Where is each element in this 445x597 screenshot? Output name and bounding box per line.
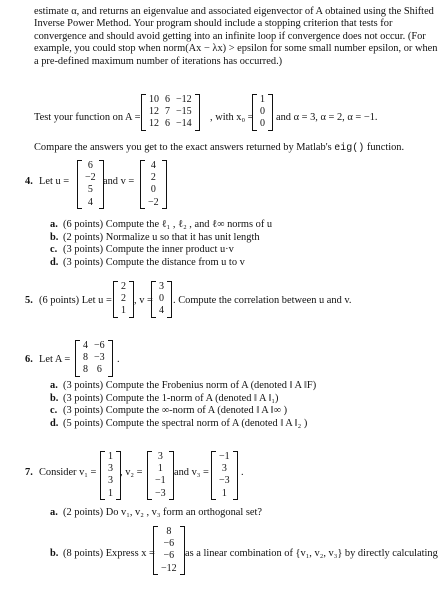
q4-and-v: and v =: [103, 176, 135, 187]
matrix-entry: 3: [157, 451, 163, 462]
matrix-entry: 0: [150, 184, 156, 196]
matrix-entry: −3: [155, 487, 166, 499]
q6-part-d: d. (5 points) Compute the spectral norm of A (denoted ‖ A ‖₂ ): [50, 417, 308, 429]
matrix-a-3x3: [141, 94, 200, 131]
intro-line: estimate α, and returns an eigenvalue and associated eigenvector of A obtained using the Shifted: [34, 6, 434, 17]
matrix-entry: 4: [159, 305, 164, 317]
matrix-entry: 0: [260, 118, 265, 130]
matrix-entry: −2: [148, 196, 159, 208]
q7-vector-v1: [100, 451, 121, 500]
matrix-entry: −6: [94, 340, 105, 351]
matrix-entry: −1: [155, 475, 166, 487]
q6-let-a: Let A =: [39, 354, 71, 365]
matrix-entry: 1: [108, 451, 113, 462]
q5-v-label: , v =: [134, 295, 153, 306]
intro-line: a pre-defined maximum number of iterations has occurred.): [34, 55, 283, 67]
q7-part-b: b. (8 points) Express x =: [50, 548, 155, 559]
matrix-entry: 5: [87, 184, 93, 196]
matrix-entry: 6: [87, 160, 93, 171]
vector-x0: [252, 94, 273, 131]
matrix-entry: 3: [108, 475, 113, 487]
matrix-entry: −14: [176, 118, 192, 130]
q4-vector-u: [77, 160, 104, 209]
q7-vector-v2: [147, 451, 174, 500]
test-prefix: Test your function on A =: [34, 112, 141, 123]
test-with: , with x₀ =: [210, 112, 254, 123]
compare-code: eig(): [334, 143, 365, 154]
q4-number: 4.: [25, 176, 33, 187]
matrix-entry: −12: [176, 94, 192, 105]
q5-tail: . Compute the correlation between u and v.: [173, 295, 352, 306]
matrix-entry: 2: [121, 281, 126, 292]
q7-vector-v3: [211, 451, 238, 500]
q5-vector-v: [151, 281, 172, 318]
q4-parts: [50, 219, 272, 269]
matrix-entry: 2: [150, 172, 156, 184]
matrix-entry: 7: [165, 106, 170, 118]
matrix-entry: 0: [260, 106, 265, 118]
q7-number: 7.: [25, 467, 33, 478]
matrix-entry: 1: [157, 463, 163, 475]
matrix-entry: 6: [96, 364, 102, 376]
q7-consider: Consider v₁ =: [39, 467, 97, 478]
q6-period: .: [117, 354, 120, 365]
matrix-entry: 10: [149, 94, 159, 105]
intro-line: example, you could stop when norm(Ax − λx) > epsilon for some small number epsilon, or when: [34, 43, 438, 55]
q4-part-d: d. (3 points) Compute the distance from u to v: [50, 256, 245, 268]
intro-line: convergence and should avoid getting into an infinite loop if convergence does not occur. (For: [34, 30, 426, 42]
matrix-entry: 6: [165, 118, 170, 130]
matrix-entry: 1: [260, 94, 265, 105]
q5-vector-u: [113, 281, 134, 318]
q6-part-a: a. (3 points) Compute the Frobenius norm of A (denoted ‖ A ‖F): [50, 380, 317, 391]
matrix-entry: 4: [87, 196, 93, 208]
q7-period: .: [241, 467, 244, 478]
q7-vector-x: [153, 526, 185, 575]
matrix-entry: 1: [108, 487, 113, 499]
matrix-entry: 2: [121, 293, 126, 305]
matrix-entry: 3: [159, 281, 164, 292]
q4-part-b: b. (2 points) Normalize u so that it has unit length: [50, 231, 260, 243]
matrix-entry: −1: [219, 451, 230, 462]
matrix-entry: 6: [165, 94, 170, 105]
matrix-entry: −6: [163, 538, 175, 550]
matrix-entry: −12: [161, 562, 177, 574]
compare-text: Compare the answers you get to the exact answers returned by Matlab's: [34, 142, 332, 153]
matrix-entry: −3: [219, 475, 230, 487]
matrix-entry: −3: [94, 352, 105, 364]
q5-text: (6 points) Let u =: [39, 295, 112, 306]
intro-line: Inverse Power Method. Your program should include a stopping criterion that tests for: [34, 18, 393, 30]
intro-paragraph: [34, 6, 437, 68]
q6-parts: [50, 380, 316, 430]
q7-part-a: a. (2 points) Do v₁, v₂ , v₃ form an orthogonal set?: [50, 507, 263, 518]
matrix-entry: 8: [83, 364, 88, 376]
q5-number: 5.: [25, 295, 33, 306]
matrix-entry: 12: [149, 118, 159, 130]
q4-vector-v: [140, 160, 167, 209]
matrix-entry: −6: [163, 550, 175, 562]
matrix-entry: 12: [149, 106, 159, 118]
matrix-entry: −2: [85, 172, 96, 184]
compare-line: [34, 142, 404, 155]
matrix-entry: −15: [176, 106, 192, 118]
matrix-entry: 4: [150, 160, 156, 171]
matrix-entry: 3: [221, 463, 227, 475]
matrix-entry: 8: [83, 352, 88, 364]
matrix-entry: 1: [121, 305, 126, 317]
q6-matrix-a: [75, 340, 113, 377]
q4-part-c: c. (3 points) Compute the inner product u·v: [50, 244, 234, 256]
q6-part-c: c. (3 points) Compute the ∞-norm of A (denoted ‖ A ‖∞ ): [50, 405, 288, 417]
matrix-entry: 0: [159, 293, 164, 305]
q6-part-b: b. (3 points) Compute the 1-norm of A (denoted ‖ A ‖₁): [50, 392, 279, 404]
q7-v3-label: and v₃ =: [174, 467, 209, 478]
q7-v2-label: , v₂ =: [120, 467, 143, 478]
compare-tail: function.: [366, 142, 405, 153]
test-alpha-values: and α = 3, α = 2, α = −1.: [276, 112, 378, 123]
q7-part-b-tail: as a linear combination of {v₁, v₂, v₃} by directly calculating: [185, 548, 438, 559]
matrix-entry: 1: [221, 487, 227, 499]
q4-let-u: Let u =: [39, 176, 70, 187]
q4-part-a: a. (6 points) Compute the ℓ₁ , ℓ₂ , and ℓ∞ norms of u: [50, 219, 273, 230]
matrix-entry: 3: [108, 463, 113, 475]
q6-number: 6.: [25, 354, 33, 365]
matrix-entry: 4: [83, 340, 88, 351]
matrix-entry: 8: [166, 526, 172, 537]
